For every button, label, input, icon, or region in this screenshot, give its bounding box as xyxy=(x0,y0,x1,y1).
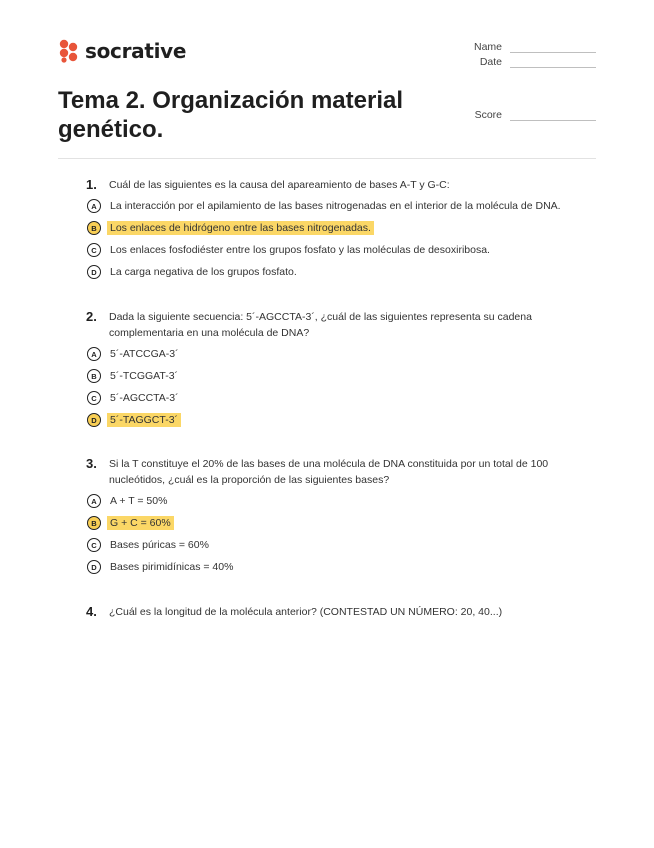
socrative-logo xyxy=(58,38,186,64)
option-text: La interacción por el apilamiento de las bases nitrogenadas en el interior de la molécula de DNA. xyxy=(110,200,561,212)
option-a xyxy=(87,492,606,510)
option-letter-badge: D xyxy=(87,413,101,427)
option-letter-badge: D xyxy=(87,560,101,574)
option-letter-badge: D xyxy=(87,265,101,279)
option-text: A + T = 50% xyxy=(110,495,168,507)
question-text: Cuál de las siguientes es la causa del apareamiento de bases A-T y G-C: xyxy=(109,179,450,191)
brand-name: socrative xyxy=(85,39,187,63)
option-c xyxy=(87,241,606,259)
option-a xyxy=(87,197,606,215)
option-d xyxy=(87,411,606,429)
question-number: 1. xyxy=(86,177,97,192)
option-letter-badge: C xyxy=(87,538,101,552)
option-text: La carga negativa de los grupos fosfato. xyxy=(110,266,297,278)
date-line xyxy=(510,58,596,68)
option-letter-badge: A xyxy=(87,494,101,508)
option-text: Los enlaces fosfodiéster entre los grupos fosfato y las moléculas de desoxiribosa. xyxy=(110,244,490,256)
option-c xyxy=(87,389,606,407)
option-text: Bases púricas = 60% xyxy=(110,539,209,551)
name-line xyxy=(510,43,596,53)
option-letter-badge: C xyxy=(87,391,101,405)
date-field xyxy=(480,56,596,68)
option-letter-badge: B xyxy=(87,221,101,235)
option-letter-badge: B xyxy=(87,369,101,383)
question-text: Si la T constituye el 20% de las bases de una molécula de DNA constituida por un total de 100 nucleótidos, ¿cuál es la proporción de las siguientes bases? xyxy=(109,458,549,486)
option-text-correct: 5´-TAGGCT-3´ xyxy=(107,413,181,427)
socrative-logo-icon xyxy=(58,39,80,63)
option-text-correct: Los enlaces de hidrógeno entre las bases nitrogenadas. xyxy=(107,221,374,235)
question-2 xyxy=(86,309,606,429)
option-letter-badge: A xyxy=(87,347,101,361)
option-letter-badge: A xyxy=(87,199,101,213)
option-text-correct: G + C = 60% xyxy=(107,516,174,530)
option-letter-badge: C xyxy=(87,243,101,257)
date-label: Date xyxy=(479,56,502,68)
option-text: 5´-TCGGAT-3´ xyxy=(110,370,179,382)
question-4 xyxy=(86,604,606,620)
question-3 xyxy=(86,456,606,576)
header-divider xyxy=(58,158,596,159)
page-title: Tema 2. Organización material genético. xyxy=(58,87,404,143)
option-b xyxy=(87,367,606,385)
option-a xyxy=(87,345,606,363)
option-b xyxy=(87,219,606,237)
option-b xyxy=(87,514,606,532)
name-label: Name xyxy=(473,41,502,53)
question-text: Dada la siguiente secuencia: 5´-AGCCTA-3´, ¿cuál de las siguientes representa su cadena complementaria en una molécula de DNA? xyxy=(109,311,532,339)
option-letter-badge: B xyxy=(87,516,101,530)
question-text: ¿Cuál es la longitud de la molécula anterior? (CONTESTAD UN NÚMERO: 20, 40...) xyxy=(109,606,503,618)
name-field xyxy=(474,41,596,53)
score-line xyxy=(510,111,596,121)
score-field xyxy=(475,109,596,121)
question-1 xyxy=(86,177,606,281)
option-c xyxy=(87,536,606,554)
question-number: 2. xyxy=(86,309,97,324)
option-text: 5´-AGCCTA-3´ xyxy=(110,392,179,404)
question-number: 3. xyxy=(86,456,97,471)
score-label: Score xyxy=(474,109,502,121)
option-d xyxy=(87,263,606,281)
question-number: 4. xyxy=(86,604,97,619)
option-d xyxy=(87,558,606,576)
option-text: 5´-ATCCGA-3´ xyxy=(110,348,179,360)
option-text: Bases pirimidínicas = 40% xyxy=(110,561,234,573)
